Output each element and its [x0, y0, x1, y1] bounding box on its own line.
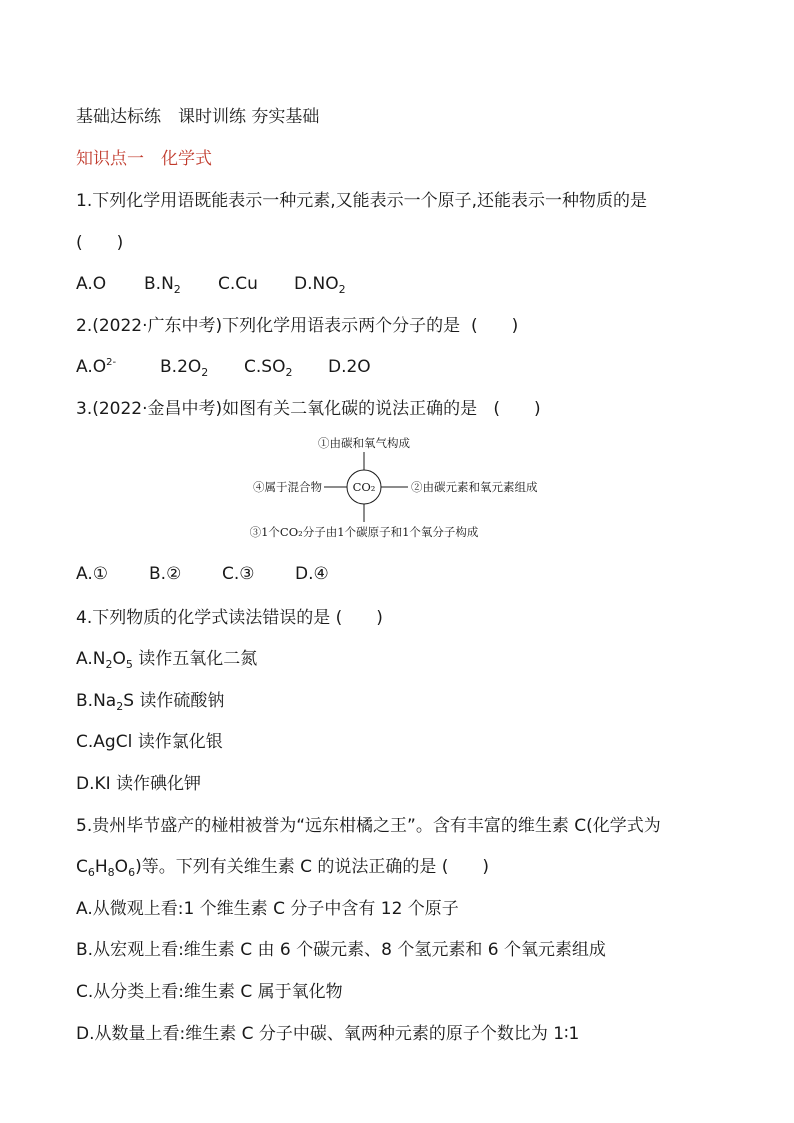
q4-stem: 4.下列物质的化学式读法错误的是 ( ): [76, 608, 383, 628]
diagram-label-bottom: ③1个CO₂分子由1个碳原子和1个氧分子构成: [249, 525, 479, 539]
q2-option-a: $A.O^{2-}$: [76, 357, 117, 377]
q4-option-a: $A.N_2O_5$ 读作五氧化二氮: [76, 649, 258, 671]
q2-option-d: D.2O: [328, 357, 371, 377]
co2-diagram: [240, 432, 560, 540]
q1-option-b: $B.N_2$: [144, 274, 181, 296]
q5-answer-paren: ( ): [441, 857, 490, 877]
q5-stem: 5.贵州毕节盛产的椪柑被誉为“远东柑橘之王”。含有丰富的维生素 C(化学式为: [76, 816, 661, 836]
q3-option-c: C.③: [222, 564, 255, 584]
diagram-label-right: ②由碳元素和氧元素组成: [411, 480, 538, 494]
diagram-center-label: CO₂: [352, 480, 376, 494]
q4-option-c: C.AgCl 读作氯化银: [76, 732, 223, 752]
q3-answer-paren: ( ): [493, 399, 541, 419]
diagram-label-top: ①由碳和氧气构成: [318, 436, 410, 450]
q4-option-b: $B.Na_2S$ 读作硫酸钠: [76, 691, 225, 713]
q2-stem: 2.(2022·广东中考)下列化学用语表示两个分子的是 ( ): [76, 316, 519, 336]
q4-answer-paren: ( ): [335, 608, 383, 628]
q5-option-c: C.从分类上看:维生素 C 属于氧化物: [76, 982, 343, 1002]
q5-option-b: B.从宏观上看:维生素 C 由 6 个碳元素、8 个氢元素和 6 个氧元素组成: [76, 940, 606, 960]
q1-stem: 1.下列化学用语既能表示一种元素,又能表示一个原子,还能表示一种物质的是: [76, 191, 648, 211]
q5-option-a: A.从微观上看:1 个维生素 C 分子中含有 12 个原子: [76, 899, 459, 919]
diagram-label-left: ④属于混合物: [253, 480, 322, 494]
q3-option-b: B.②: [149, 564, 182, 584]
q5-formula: $C_6H_8O_6$: [76, 857, 136, 879]
q5-option-d: D.从数量上看:维生素 C 分子中碳、氧两种元素的原子个数比为 1∶1: [76, 1024, 580, 1044]
q3-stem: 3.(2022·金昌中考)如图有关二氧化碳的说法正确的是 ( ): [76, 399, 541, 419]
header-title: 基础达标练 课时训练 夯实基础: [76, 107, 320, 127]
q1-options: [76, 273, 346, 295]
q2-option-c: $C.SO_2$: [244, 357, 293, 379]
q2-answer-paren: ( ): [470, 316, 519, 336]
q3-option-a: A.①: [76, 564, 108, 584]
section-title: 知识点一 化学式: [76, 149, 212, 169]
q1-option-d: $D.NO_2$: [294, 274, 346, 296]
q1-answer-paren: ( ): [76, 233, 124, 253]
q1-option-a: A.O: [76, 274, 107, 294]
q3-option-d: D.④: [295, 564, 329, 584]
q4-option-d: D.KI 读作碘化钾: [76, 774, 202, 794]
q1-option-c: C.Cu: [218, 274, 258, 294]
q5-stem-line2: $C_6H_8O_6$)等。下列有关维生素 C 的说法正确的是 ( ): [76, 857, 490, 879]
q2-option-b: $B.2O_2$: [160, 357, 209, 379]
q2-options: [76, 356, 371, 378]
q3-options: [76, 563, 329, 585]
